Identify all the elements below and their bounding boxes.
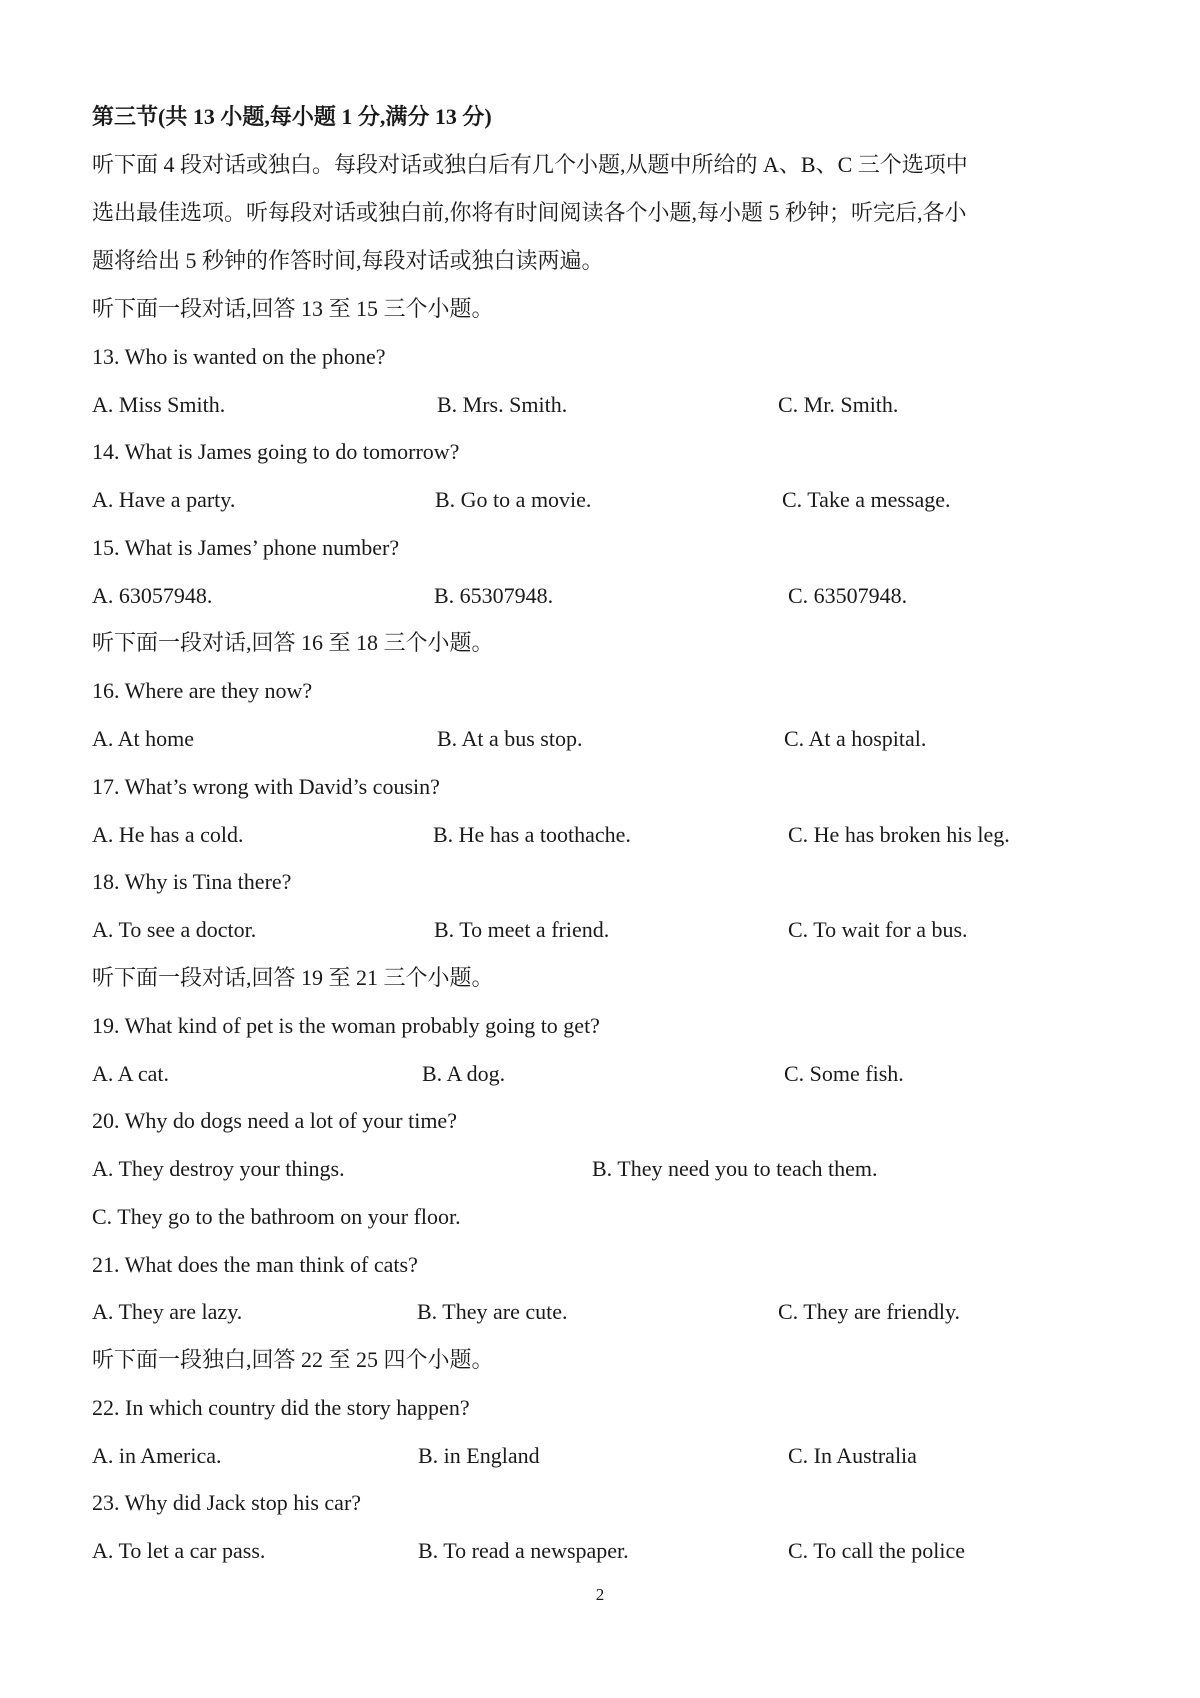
option-a: A. To see a doctor. — [92, 917, 257, 942]
options-row — [92, 1536, 1140, 1566]
option-b: B. in England — [418, 1443, 540, 1468]
option-c: C. They are friendly. — [778, 1299, 961, 1324]
option-b: B. 65307948. — [434, 583, 554, 608]
group-instruction: 听下面一段对话,回答 19 至 21 三个小题。 — [92, 965, 494, 990]
question-stem: 15. What is James’ phone number? — [92, 535, 400, 560]
options-row — [92, 724, 1140, 754]
option-a: A. Miss Smith. — [92, 392, 226, 417]
group-instruction: 听下面一段独白,回答 22 至 25 四个小题。 — [92, 1347, 494, 1372]
option-a: A. Have a party. — [92, 487, 236, 512]
question-stem: 16. Where are they now? — [92, 678, 313, 703]
option-b: B. A dog. — [422, 1061, 506, 1086]
section-title: 第三节(共 13 小题,每小题 1 分,满分 13 分) — [92, 104, 492, 129]
option-b: B. They are cute. — [417, 1299, 568, 1324]
option-c: C. At a hospital. — [784, 726, 927, 751]
page-number: 2 — [595, 1585, 605, 1604]
question-stem: 22. In which country did the story happen? — [92, 1395, 470, 1420]
option-c: C. He has broken his leg. — [788, 822, 1010, 847]
option-c: C. Some fish. — [784, 1061, 904, 1086]
group-instruction: 听下面一段对话,回答 16 至 18 三个小题。 — [92, 630, 494, 655]
options-row — [92, 1059, 1140, 1089]
intro-line-3: 题将给出 5 秒钟的作答时间,每段对话或独白读两遍。 — [92, 248, 604, 273]
question-stem: 20. Why do dogs need a lot of your time? — [92, 1108, 457, 1133]
option-b: B. Go to a movie. — [435, 487, 592, 512]
question-stem: 13. Who is wanted on the phone? — [92, 344, 386, 369]
options-row — [92, 581, 1140, 611]
question-stem: 18. Why is Tina there? — [92, 869, 292, 894]
option-c: C. To call the police — [788, 1538, 966, 1563]
intro-line-2: 选出最佳选项。听每段对话或独白前,你将有时间阅读各个小题,每小题 5 秒钟；听完后,各小 — [92, 200, 967, 225]
options-row — [92, 915, 1140, 945]
intro-line-1: 听下面 4 段对话或独白。每段对话或独白后有几个小题,从题中所给的 A、B、C 三个选项中 — [92, 152, 968, 177]
options-row — [92, 1441, 1140, 1471]
option-c: C. Mr. Smith. — [778, 392, 899, 417]
option-a: A. To let a car pass. — [92, 1538, 266, 1563]
options-row — [92, 820, 1140, 850]
option-b: B. At a bus stop. — [437, 726, 583, 751]
option-a: A. They destroy your things. — [92, 1156, 345, 1181]
option-c: C. Take a message. — [782, 487, 951, 512]
option-b: B. To read a newspaper. — [418, 1538, 629, 1563]
options-row — [92, 390, 1140, 420]
option-a: A. 63057948. — [92, 583, 213, 608]
option-a: A. He has a cold. — [92, 822, 244, 847]
option-b: B. He has a toothache. — [433, 822, 631, 847]
options-row — [92, 1297, 1140, 1327]
option-a: A. At home — [92, 726, 195, 751]
option-b: B. Mrs. Smith. — [437, 392, 568, 417]
option-row-c: C. They go to the bathroom on your floor. — [92, 1204, 461, 1229]
option-a: A. in America. — [92, 1443, 222, 1468]
option-c: C. In Australia — [788, 1443, 917, 1468]
option-c: C. 63507948. — [788, 583, 908, 608]
options-row — [92, 485, 1140, 515]
option-b: B. To meet a friend. — [434, 917, 610, 942]
option-a: A. A cat. — [92, 1061, 169, 1086]
option-a: A. They are lazy. — [92, 1299, 243, 1324]
option-c: C. To wait for a bus. — [788, 917, 968, 942]
question-stem: 14. What is James going to do tomorrow? — [92, 439, 460, 464]
question-stem: 19. What kind of pet is the woman probably going to get? — [92, 1013, 600, 1038]
question-stem: 17. What’s wrong with David’s cousin? — [92, 774, 440, 799]
question-stem: 21. What does the man think of cats? — [92, 1252, 418, 1277]
group-instruction: 听下面一段对话,回答 13 至 15 三个小题。 — [92, 296, 494, 321]
option-b: B. They need you to teach them. — [592, 1156, 878, 1181]
question-stem: 23. Why did Jack stop his car? — [92, 1490, 362, 1515]
options-row — [92, 1154, 1140, 1184]
